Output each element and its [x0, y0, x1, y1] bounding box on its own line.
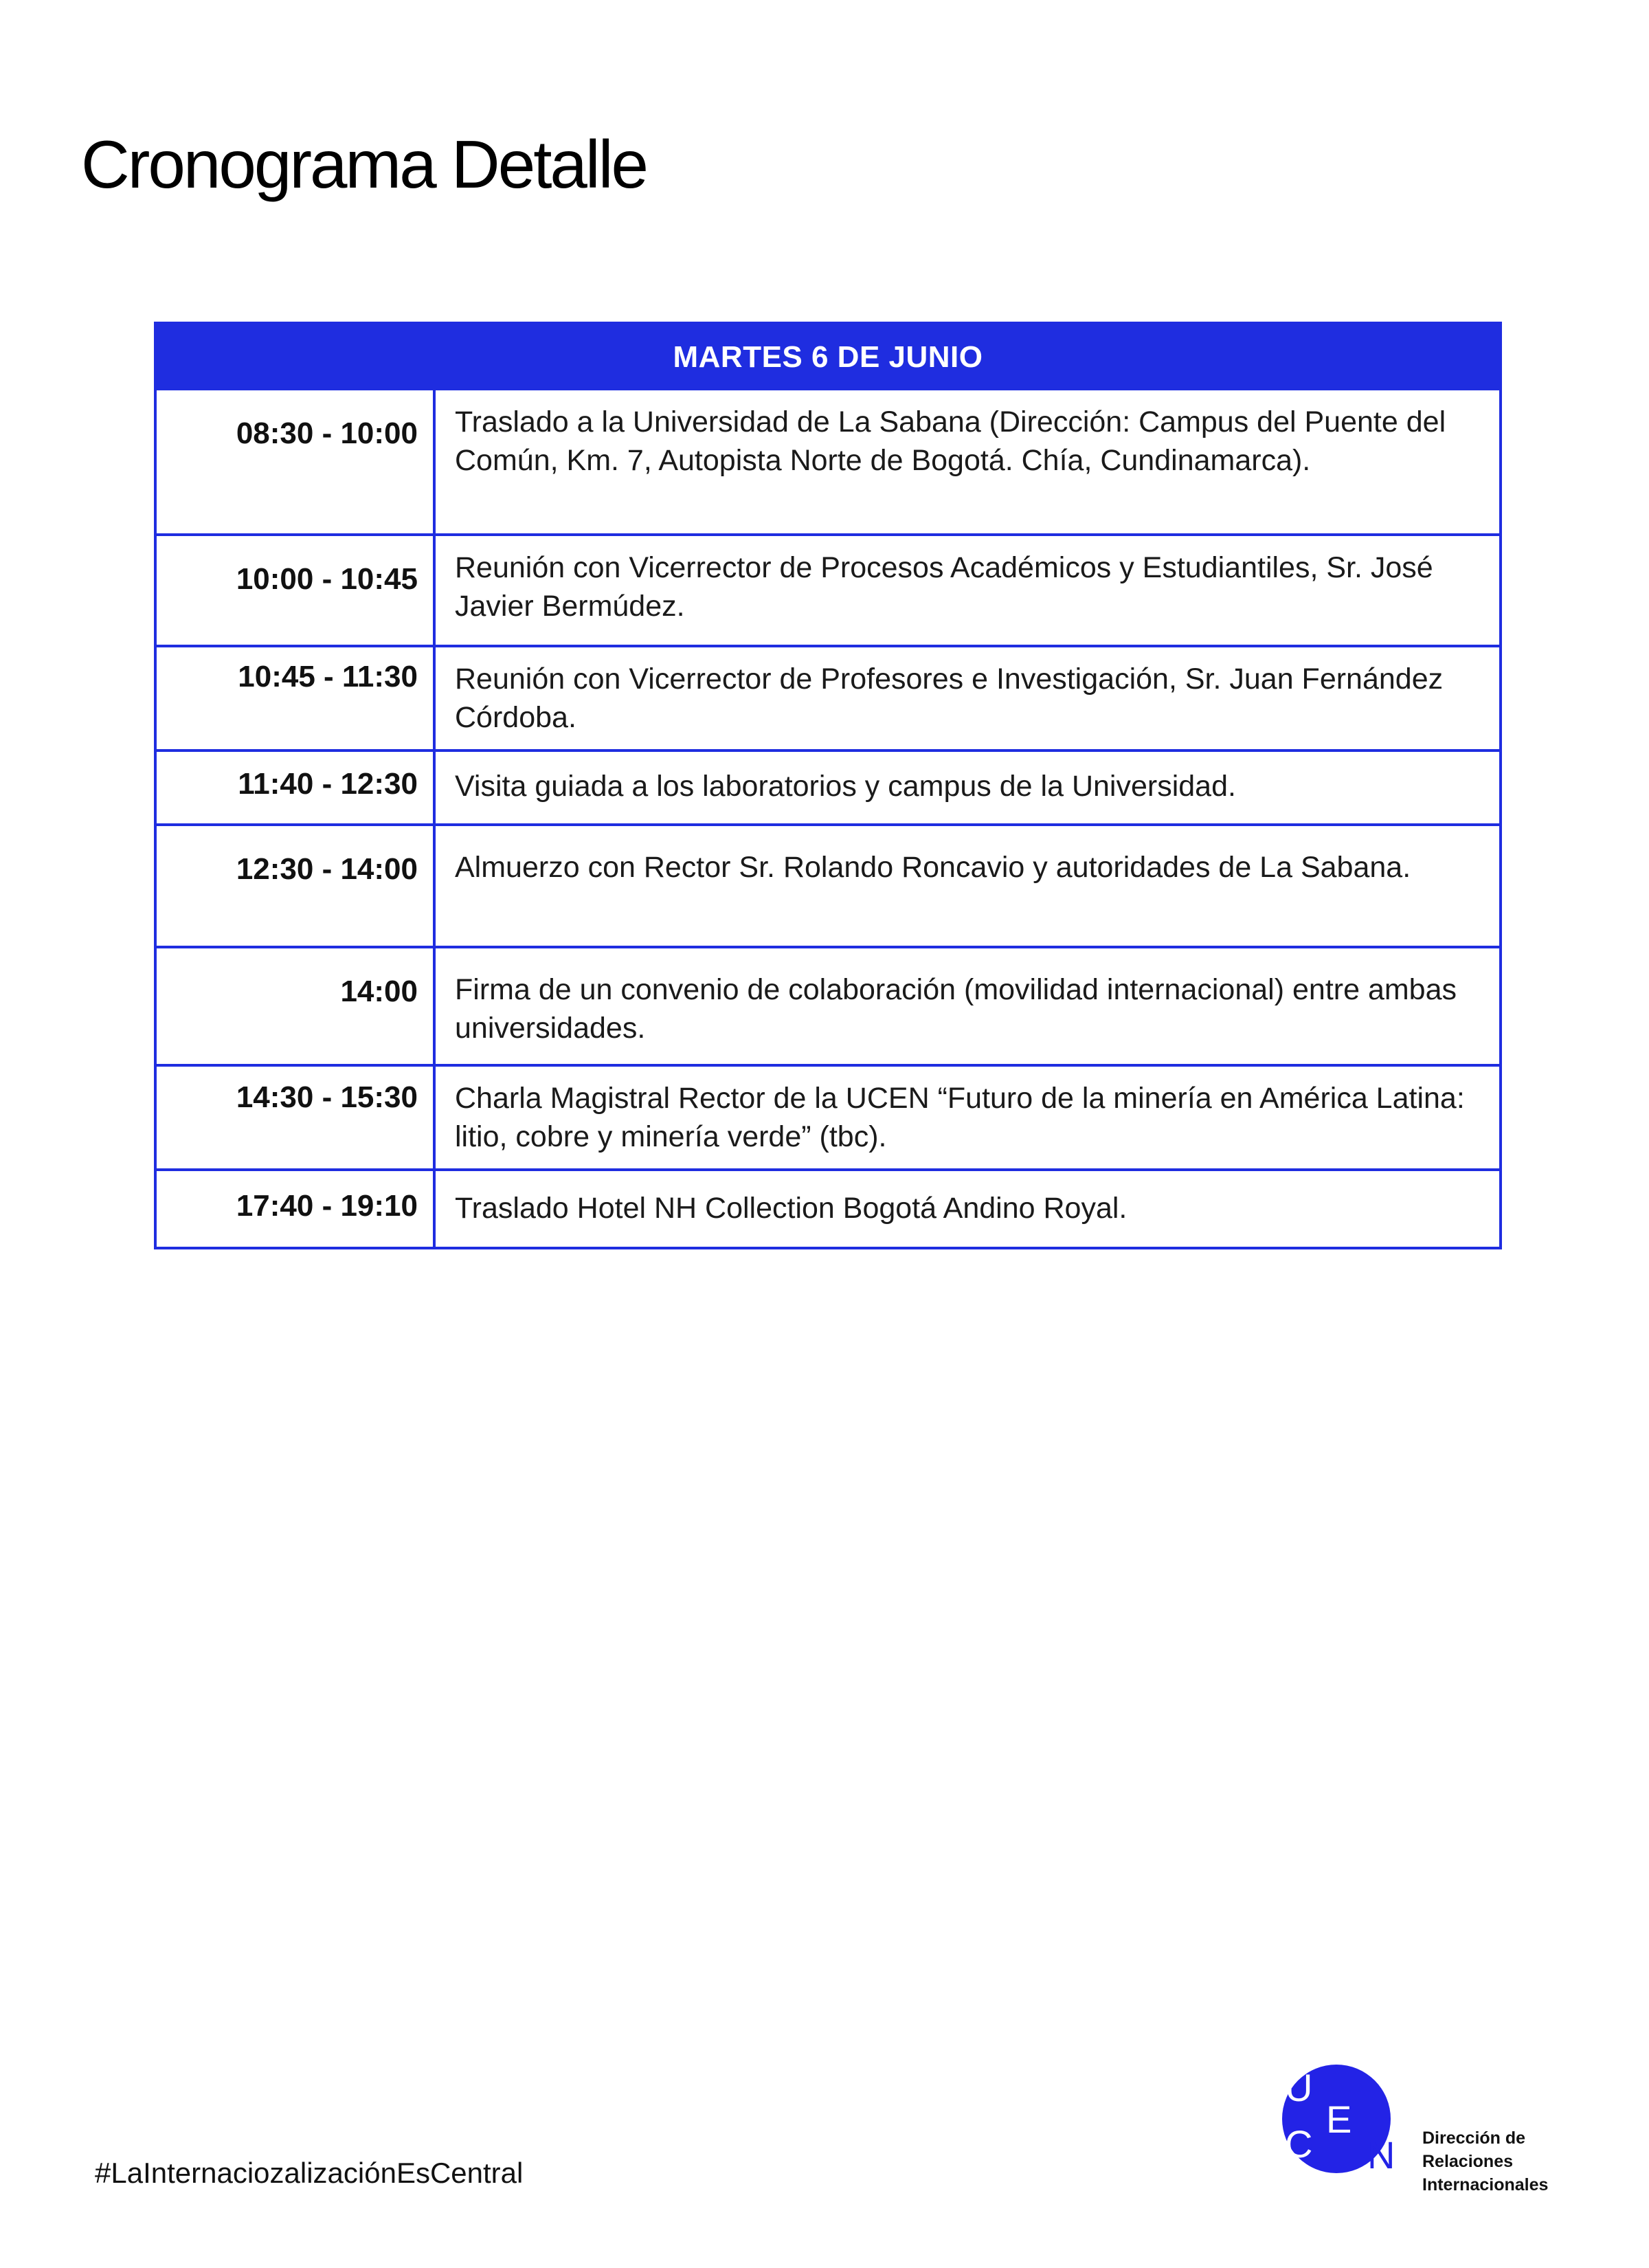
table-row [157, 1065, 1499, 1170]
description-cell: Firma de un convenio de colaboración (movilidad internacional) entre ambas universidades. [434, 947, 1499, 1065]
time-cell: 11:40 - 12:30 [157, 751, 434, 825]
time-cell: 17:40 - 19:10 [157, 1170, 434, 1247]
logo-letter: C [1285, 2122, 1313, 2166]
description-cell: Visita guiada a los laboratorios y campus de la Universidad. [434, 751, 1499, 825]
table-row [157, 390, 1499, 535]
description-cell: Reunión con Vicerrector de Profesores e Investigación, Sr. Juan Fernández Córdoba. [434, 646, 1499, 751]
table-row [157, 947, 1499, 1065]
time-cell: 14:30 - 15:30 [157, 1065, 434, 1170]
time-cell: 10:00 - 10:45 [157, 535, 434, 646]
description-cell: Almuerzo con Rector Sr. Rolando Roncavio y autoridades de La Sabana. [434, 825, 1499, 947]
org-name [1422, 2126, 1548, 2197]
page-title: Cronograma Detalle [81, 126, 647, 202]
description-cell: Traslado a la Universidad de La Sabana (Dirección: Campus del Puente del Común, Km. 7, Autopista Norte de Bogotá. Chía, Cundinamarca). [455, 405, 1446, 477]
day-header: MARTES 6 DE JUNIO [157, 324, 1499, 390]
table-row [157, 825, 1499, 947]
logo-letter: U [1285, 2066, 1313, 2109]
schedule-rows [157, 390, 1499, 1247]
time-cell: 12:30 - 14:00 [157, 825, 434, 947]
time-cell: 08:30 - 10:00 [157, 390, 434, 535]
logo-letter: N [1367, 2133, 1395, 2177]
description-cell: Traslado Hotel NH Collection Bogotá Andino Royal. [434, 1170, 1499, 1247]
description-cell: Charla Magistral Rector de la UCEN “Futuro de la minería en América Latina: litio, cobre y minería verde” (tbc). [434, 1065, 1499, 1170]
time-cell: 10:45 - 11:30 [157, 646, 434, 751]
org-name-line: Relaciones [1422, 2152, 1514, 2171]
table-row [157, 751, 1499, 825]
schedule-table [154, 322, 1502, 1249]
description-cell: Reunión con Vicerrector de Procesos Académicos y Estudiantiles, Sr. José Javier Bermúdez. [434, 535, 1499, 646]
logo-letter: E [1326, 2098, 1352, 2141]
table-row [157, 646, 1499, 751]
org-name-line: Dirección de [1422, 2128, 1526, 2148]
table-row [157, 535, 1499, 646]
hashtag: #LaInternaciozalizaciónEsCentral [95, 2157, 524, 2189]
table-row [157, 1170, 1499, 1247]
time-cell: 14:00 [157, 947, 434, 1065]
org-name-line: Internacionales [1422, 2175, 1549, 2194]
